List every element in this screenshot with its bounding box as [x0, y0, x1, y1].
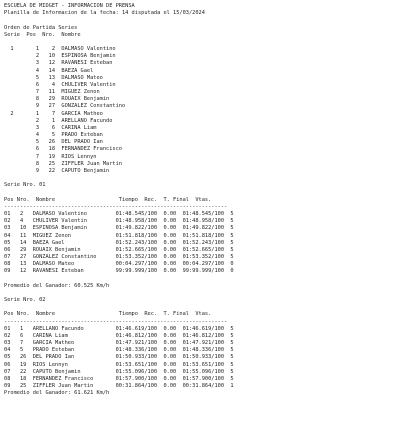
- blank-line: [4, 17, 400, 24]
- serie-01-winner-average: Promedio del Ganador: 60.525 Km/h: [4, 282, 110, 289]
- order-row: 2 1 ARELLANO Facundo: [4, 117, 113, 124]
- blank-line: [4, 276, 400, 283]
- order-row: 6 4 CHULIVER Valentin: [4, 81, 116, 88]
- serie-01-title: Serie Nro. 01: [4, 182, 46, 189]
- serie-02-separator: ----------------------------------------------------------------------: [4, 318, 228, 325]
- serie-02-winner-average: Promedio del Ganador: 61.621 Km/h: [4, 390, 110, 397]
- serie-01-separator: ----------------------------------------------------------------------: [4, 203, 228, 210]
- serie-02-result-row: 04 5 PRADO Esteban 01:48.336/100 0.00 01:48.336/100 5: [4, 347, 234, 354]
- order-row: 4 5 PRADO Esteban: [4, 132, 103, 139]
- order-row: 5 26 DEL PRADO Ian: [4, 139, 103, 146]
- serie-02-result-row: 02 6 CARINA Liam 01:46.812/100 0.00 01:46.812/100 5: [4, 332, 234, 339]
- order-row: 3 6 CARINA Liam: [4, 124, 97, 131]
- serie-01-result-row: 02 4 CHULIVER Valentin 01:48.958/100 0.00 01:48.958/100 5: [4, 218, 234, 225]
- blank-line: [4, 290, 400, 297]
- order-column-header: Serie Pos Nro. Nombre: [4, 31, 81, 38]
- blank-line: [4, 189, 400, 196]
- serie-01-result-row: 09 12 RAVANESI Esteban 99:99.999/100 0.00 99:99.999/100 0: [4, 268, 234, 275]
- serie-01-result-row: 01 2 DALMASO Valentino 01:48.545/100 0.00 01:48.545/100 5: [4, 210, 234, 217]
- order-heading: Orden de Partida Series: [4, 24, 78, 31]
- serie-01-result-row: 06 29 ROUAIX Benjamin 01:52.665/100 0.00 01:52.665/100 5: [4, 246, 234, 253]
- serie-02-result-row: 08 18 FERNANDEZ Francisco 01:57.900/100 0.00 01:57.900/100 5: [4, 375, 234, 382]
- serie-02-column-header: Pos Nro. Nombre Tiempo Rec. T. Final Vtas.: [4, 311, 212, 318]
- serie-01-result-row: 08 13 DALMASO Mateo 00:04.297/100 0.00 00:04.297/100 0: [4, 261, 234, 268]
- order-row: 3 12 RAVANESI Esteban: [4, 60, 113, 67]
- order-row: 6 18 FERNANDEZ Francisco: [4, 146, 122, 153]
- order-row: 9 27 GONZALEZ Constantino: [4, 103, 126, 110]
- blank-line: [4, 39, 400, 46]
- order-row: 8 29 ROUAIX Benjamin: [4, 96, 110, 103]
- serie-01-result-row: 04 11 MIGUEZ Zenon 01:51.818/100 0.00 01:51.818/100 5: [4, 232, 234, 239]
- serie-02-result-row: 05 26 DEL PRADO Ian 01:50.933/100 0.00 01:50.933/100 5: [4, 354, 234, 361]
- order-row: 8 25 ZIFFLER Juan Martin: [4, 160, 122, 167]
- serie-02-result-row: 07 22 CAPUTO Benjamin 01:55.096/100 0.00 01:55.096/100 5: [4, 368, 234, 375]
- blank-line: [4, 175, 400, 182]
- serie-02-title: Serie Nro. 02: [4, 297, 46, 304]
- serie-02-result-row: 06 19 RIOS Lennyn 01:53.651/100 0.00 01:53.651/100 5: [4, 361, 234, 368]
- order-row: 7 19 RIOS Lennyn: [4, 153, 97, 160]
- serie-02-result-row: 03 7 GARCIA Matheo 01:47.921/100 0.00 01:47.921/100 5: [4, 340, 234, 347]
- order-row: 4 14 BAEZA Gael: [4, 67, 94, 74]
- blank-line: [4, 304, 400, 311]
- order-row: 1 1 2 DALMASO Valentino: [4, 46, 116, 53]
- serie-02-result-row: 09 25 ZIFFLER Juan Martin 00:31.864/100 0.00 00:31.864/100 1: [4, 383, 234, 390]
- order-row: 2 10 ESPINOSA Benjamin: [4, 53, 116, 60]
- document-title: ESCUELA DE MIDGET - INFORMACION DE PRENSA: [4, 3, 135, 9]
- serie-01-result-row: 07 27 GONZALEZ Constantino 01:53.352/100 0.00 01:53.352/100 5: [4, 254, 234, 261]
- serie-01-column-header: Pos Nro. Nombre Tiempo Rec. T. Final Vtas.: [4, 196, 212, 203]
- order-row: 7 11 MIGUEZ Zenon: [4, 89, 100, 96]
- document-subtitle: Planilla de Informacion de la fecha: 14 disputada el 15/03/2024: [4, 10, 205, 17]
- order-row: 5 13 DALMASO Mateo: [4, 74, 103, 81]
- serie-02-result-row: 01 1 ARELLANO Facundo 01:46.619/100 0.00 01:46.619/100 5: [4, 325, 234, 332]
- serie-01-result-row: 05 14 BAEZA Gael 01:52.243/100 0.00 01:52.243/100 5: [4, 239, 234, 246]
- serie-01-result-row: 03 10 ESPINOSA Benjamin 01:49.822/100 0.00 01:49.822/100 5: [4, 225, 234, 232]
- order-row: 9 22 CAPUTO Benjamin: [4, 167, 110, 174]
- order-row: 2 1 7 GARCIA Matheo: [4, 110, 103, 117]
